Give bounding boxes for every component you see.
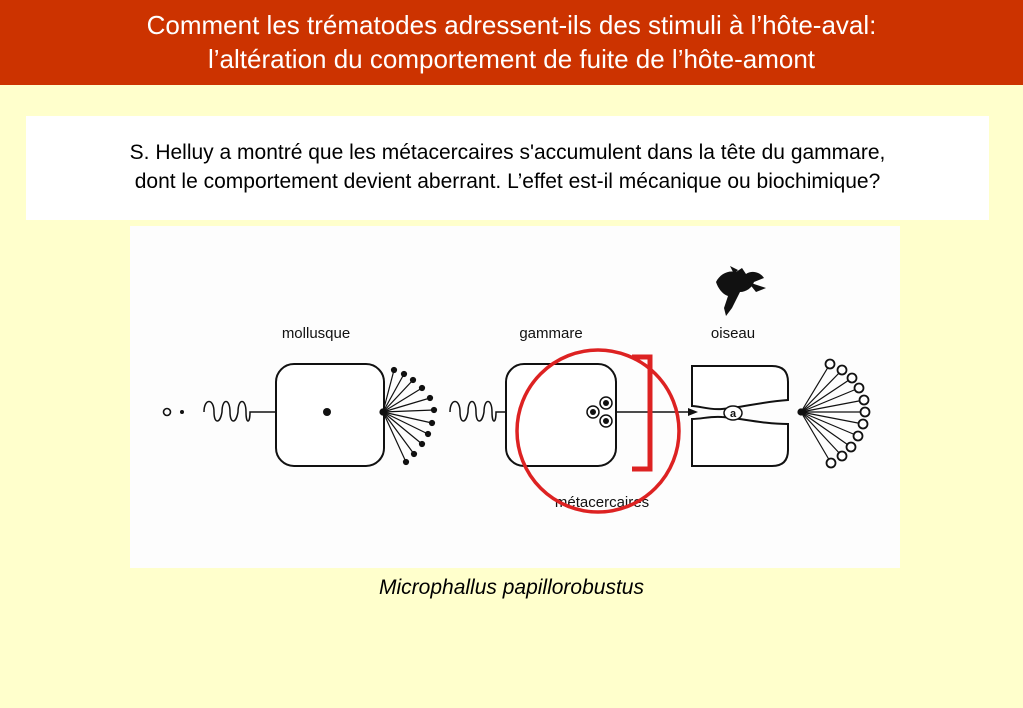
species-caption: Microphallus papillorobustus [379, 576, 644, 599]
egg-dot [164, 409, 171, 416]
life-cycle-svg [130, 226, 900, 568]
cercariae-fan-1 [380, 368, 437, 465]
gammare-label: gammare [519, 325, 583, 342]
life-cycle-diagram [130, 226, 900, 568]
cercaria-coil-2 [450, 402, 502, 422]
eggs-fan [798, 360, 870, 468]
oiseau-label: oiseau [710, 325, 756, 342]
intro-text-box [26, 116, 989, 220]
adult-worm-marker [724, 406, 742, 420]
title-bar [0, 0, 1023, 85]
cercaria-coil-1 [204, 402, 257, 422]
bird-silhouette-icon [716, 266, 766, 316]
metacercaires-label: métacercaires [554, 494, 650, 511]
gammare-box [506, 364, 616, 466]
mollusque-label: mollusque [281, 325, 351, 342]
intro-line-2: dont le comportement devient aberrant. L’effet est-il mécanique ou biochimique? [134, 170, 881, 193]
intro-line-1: S. Helluy a montré que les métacercaires s'accumulent dans la tête du gammare, [129, 141, 886, 164]
adult-marker-letter: a [729, 408, 737, 420]
miracidium-dot [180, 410, 184, 414]
slide-title-line-1: Comment les trématodes adressent-ils des stimuli à l’hôte-aval: [146, 10, 877, 40]
slide-title-line-2: l’altération du comportement de fuite de l’hôte-amont [207, 44, 815, 74]
highlight-bracket [632, 357, 650, 469]
mollusque-box [276, 364, 384, 466]
mollusque-parasite-dot [323, 408, 331, 416]
oiseau-gut-shape [692, 366, 788, 409]
